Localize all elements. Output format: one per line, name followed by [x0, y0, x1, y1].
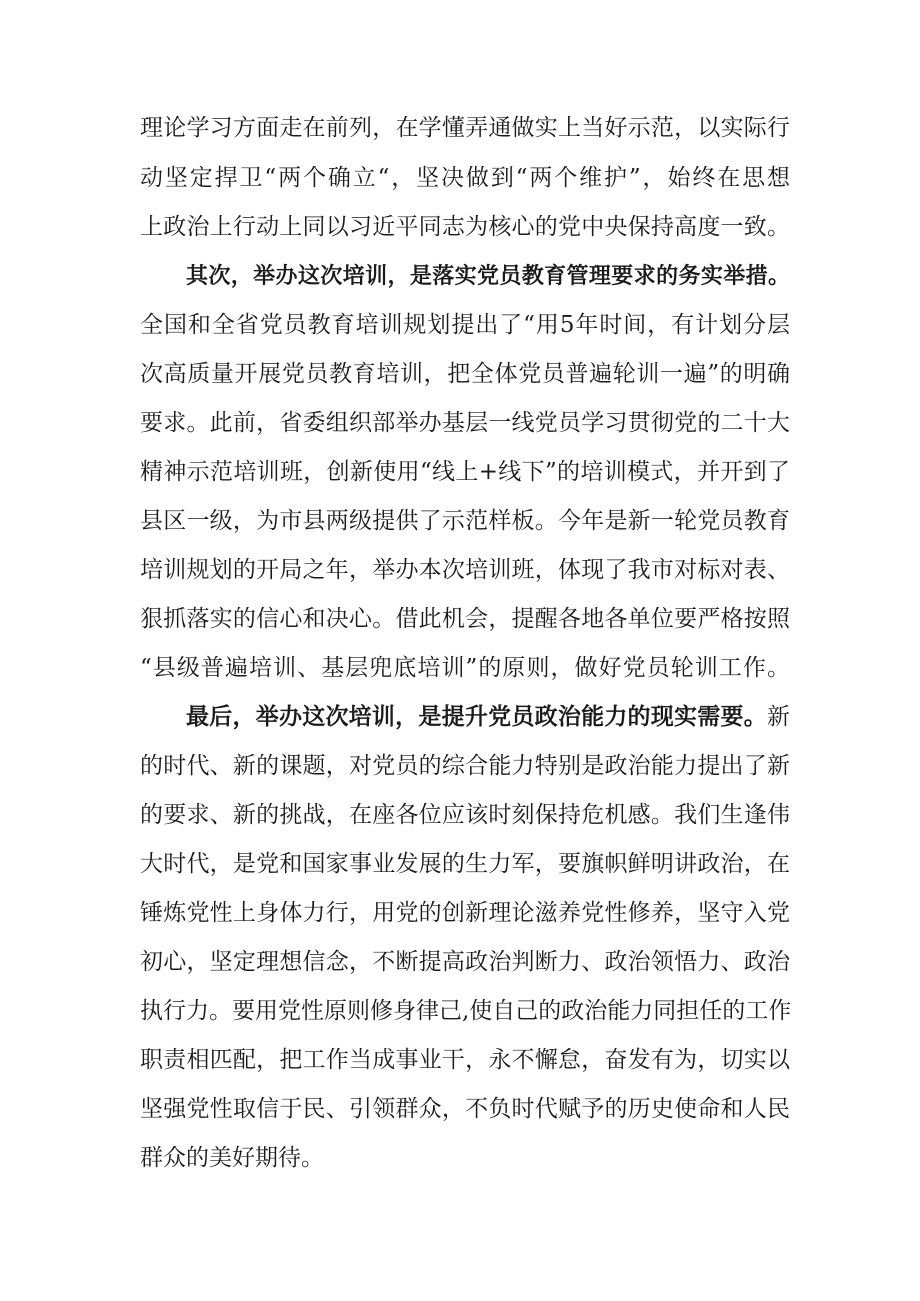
paragraph-2-line-5: 县区一级，为市县两级提供了示范样板。今年是新一轮党员教育 — [140, 508, 790, 534]
paragraph-2-line-3: 要求。此前，省委组织部举办基层一线党员学习贯彻党的二十大 — [140, 410, 790, 436]
paragraph-3-line-3: 大时代，是党和国家事业发展的生力军，要旗帜鲜明讲政治，在 — [140, 851, 790, 877]
paragraph-1-line-3: 上政治上行动上同以习近平同志为核心的党中央保持高度一致。 — [140, 214, 790, 240]
paragraph-3-line-1: 的时代、新的课题，对党员的综合能力特别是政治能力提出了新 — [140, 753, 790, 779]
paragraph-2-line-8: “县级普遍培训、基层兜底培训”的原则，做好党员轮训工作。 — [140, 655, 790, 681]
paragraph-3-line-7: 职责相匹配，把工作当成事业干，永不懈怠，奋发有为，切实以 — [140, 1047, 790, 1073]
paragraph-2-line-6: 培训规划的开局之年，举办本次培训班，体现了我市对标对表、 — [140, 557, 790, 583]
paragraph-3-line-8: 坚强党性取信于民、引领群众，不负时代赋予的历史使命和人民 — [140, 1096, 790, 1122]
paragraph-3-line-5: 初心，坚定理想信念，不断提高政治判断力、政治领悟力、政治 — [140, 949, 790, 975]
paragraph-2-heading: 其次，举办这次培训，是落实党员教育管理要求的务实举措。 — [186, 263, 790, 289]
paragraph-1-line-1: 理论学习方面走在前列，在学懂弄通做实上当好示范，以实际行 — [140, 115, 790, 141]
paragraph-3-line-6: 执行力。要用党性原则修身律己,使自己的政治能力同担任的工作 — [140, 998, 792, 1024]
paragraph-3-heading-tail: 新 — [767, 704, 790, 730]
paragraph-1-line-2: 动坚定捍卫“两个确立“，坚决做到“两个维护”，始终在思想 — [140, 165, 790, 191]
paragraph-3-line-2: 的要求、新的挑战，在座各位应该时刻保持危机感。我们生逢伟 — [140, 802, 790, 828]
paragraph-2-line-4: 精神示范培训班，创新使用“线上+线下”的培训模式，并开到了 — [140, 459, 790, 485]
paragraph-3-first-line — [186, 697, 790, 737]
paragraph-2-line-7: 狠抓落实的信心和决心。借此机会，提醒各地各单位要严格按照 — [140, 606, 790, 632]
paragraph-3-line-9: 群众的美好期待。 — [140, 1145, 324, 1171]
paragraph-2-line-1: 全国和全省党员教育培训规划提出了“用5年时间，有计划分层 — [140, 312, 790, 338]
paragraph-2-line-2: 次高质量开展党员教育培训，把全体党员普遍轮训一遍”的明确 — [140, 361, 790, 387]
paragraph-3-heading: 最后，举办这次培训，是提升党员政治能力的现实需要。 — [186, 703, 767, 730]
paragraph-3-line-4: 锤炼党性上身体力行，用党的创新理论滋养党性修养，坚守入党 — [140, 900, 790, 926]
